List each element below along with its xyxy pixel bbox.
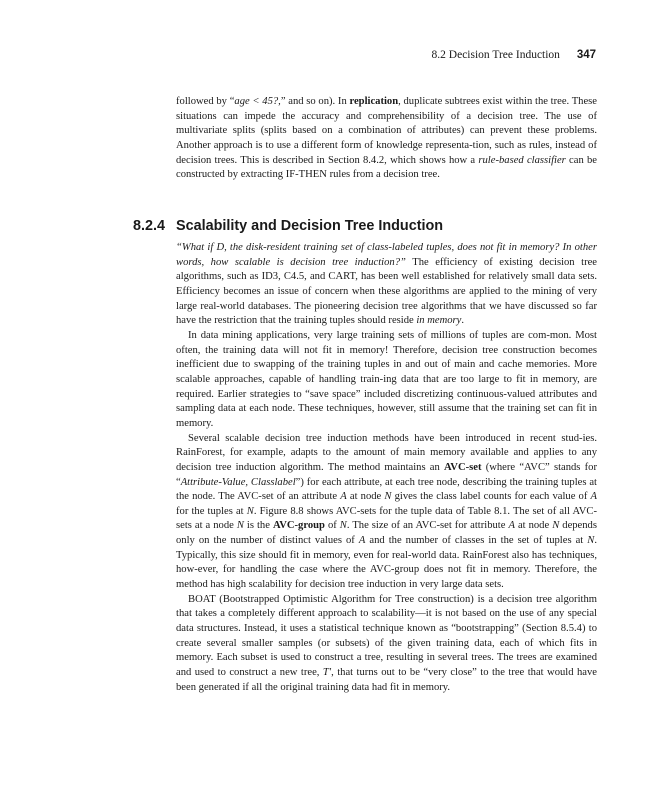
inline-italic: Attribute-Value, Classlabel (180, 476, 296, 488)
term-avc-group: AVC-group (272, 520, 325, 532)
continued-paragraph (176, 95, 597, 183)
inline-italic: age < 45?, (234, 96, 281, 107)
term-replication: replication (349, 96, 399, 107)
section-title: Scalability and Decision Tree Induction (176, 218, 444, 234)
section-number: 8.2.4 (133, 218, 166, 234)
running-header (432, 48, 596, 62)
term-rule-based-classifier: rule-based classifier (478, 154, 566, 166)
paragraph-replication: followed by “age < 45?,” and so on). In replication, duplicate subtrees exist within the tree. These situations can impede the accuracy and comprehensibility of a decision tree. The use of multivariate splits (splits based on a combination of attributes) can prevent these problems. Another approach is to use a different form of knowledge representa-tion, such as rules, instead of decision trees. This is described in Section 8.4.2, which shows how a rule-based classifier can be constructed by extracting IF-THEN rules from a decision tree. (176, 96, 598, 181)
paragraph-intro: “What if D, the disk-resident training set of class-labeled tuples, does not fit in memory? In other words, how scalable is decision tree induction?” The efficiency of existing decision tree algorithms, such as ID3, C4.5, and CART, has been well established for relatively small data sets. Efficiency becomes an issue of concern when these algorithms are applied to the mining of very large real-world databases. The pioneering decision tree algorithms that we have discussed so far have the restriction that the training tuples should reside in memory. (176, 242, 598, 327)
term-avc-set: AVC-set (444, 461, 482, 473)
paragraph-rainforest: Several scalable decision tree induction methods have been introduced in recent stud-ies. RainForest, for example, adapts to the amount of main memory available and applies to any decision tree induction algorithm. The method maintains an AVC-set (where “AVC” stands for “Attribute-Value, Classlabel”) for each attribute, at each tree node, describing the training tuples at the node. The AVC-set of an attribute A at node N gives the class label counts for each value of A for the tuples at N. Figure 8.8 shows AVC-sets for the tuple data of Table 8.1. The set of all AVC-sets at a node N is the AVC-group of N. The size of an AVC-set for attribute A at node N depends only on the number of distinct values of A and the number of classes in the set of tuples at N. Typically, this size should fit in memory, even for real-world data. RainForest also has techniques, how-ever, for handling the case where the AVC-group does not fit in memory. Therefore, the method has high scalability for decision tree induction in very large data sets. (176, 432, 598, 591)
inline-question: “What if D, the disk-resident training set of class-labeled tuples, does not fit in memory? In other words, how scalable is decision tree induction?” (176, 242, 597, 268)
inline-italic: T′ (322, 667, 332, 679)
paragraph-boat: BOAT (Bootstrapped Optimistic Algorithm for Tree construction) is a decision tree algorithm that takes a completely different approach to scalability—it is not based on the use of any special data structures. Instead, it uses a statistical technique known as “bootstrapping” (Section 8.5.4) to create several smaller samples (or subsets) of the given training data, each of which fits in memory. Each subset is used to construct a tree, resulting in several trees. The trees are examined and used to construct a new tree, T′, that turns out to be “very close” to the tree that would have been generated if all the original training data had fit in memory. (176, 593, 597, 693)
section-body (176, 241, 597, 695)
paragraph-large-training-sets: In data mining applications, very large training sets of millions of tuples are com-mon. Most often, the training data will not fit in memory! Therefore, decision tree construction becomes inefficient due to swapping of the training tuples in and out of main and cache memories. More scalable approaches, capable of handling train-ing data that are too large to fit in memory, are required. Earlier strategies to “save space” included discretizing continuous-valued attributes and sampling data at each node. These techniques, however, still assume that the training set can fit in memory. (176, 329, 597, 429)
section-heading (133, 217, 603, 235)
running-header-title: 8.2 Decision Tree Induction (431, 49, 560, 61)
page-number: 347 (576, 49, 596, 61)
inline-italic: in memory (416, 315, 462, 327)
